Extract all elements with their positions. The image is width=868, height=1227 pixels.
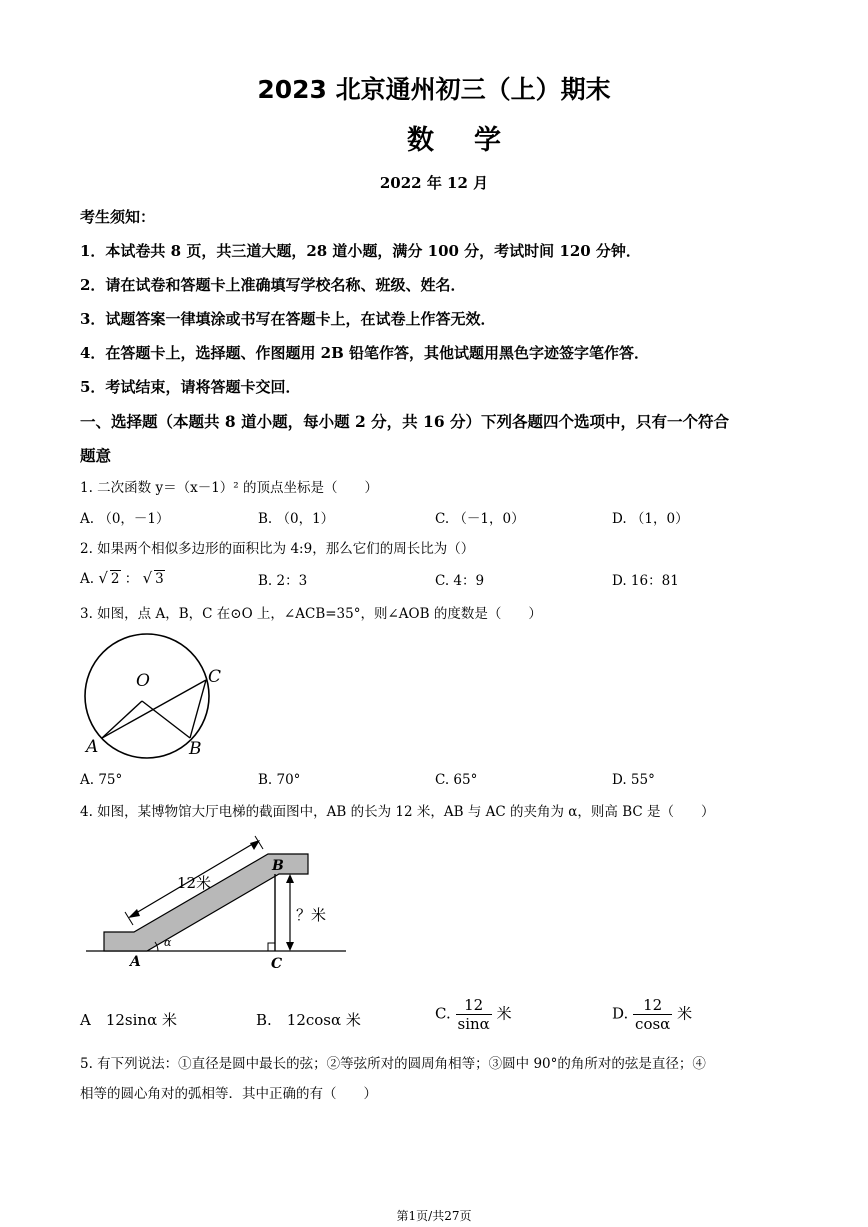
notice-heading: 考生须知： (80, 208, 156, 226)
label-b: B (189, 739, 202, 759)
section-heading-line1: 一、选择题（本题共 8 道小题，每小题 2 分，共 16 分）下列各题四个选项中，只有一个符合 (80, 412, 730, 431)
question-1-option-b: B. （0，1） (258, 511, 335, 527)
segment-ob (142, 701, 190, 738)
label-b: B (272, 858, 284, 874)
question-2-option-c: C. 4：9 (435, 573, 485, 589)
fraction-denominator: cosα (635, 1015, 671, 1033)
fraction-denominator: sinα (457, 1015, 490, 1033)
notice-item-4: 4．在答题卡上，选择题、作图题用 2B 铅笔作答，其他试题用黑色字迹签字笔作答． (80, 344, 650, 362)
notice-item-5: 5．考试结束，请将答题卡交回． (80, 378, 301, 396)
question-2-option-a-prefix: A. (80, 571, 95, 587)
fraction (456, 996, 492, 1033)
arrow-up-icon (286, 874, 294, 883)
circle-figure (78, 630, 238, 760)
notice-item-2: 2．请在试卷和答题卡上准确填写学校名称、班级、姓名． (80, 276, 466, 294)
option-c-prefix: C. (435, 1004, 451, 1023)
question-4-option-c (435, 996, 512, 1033)
exam-date: 2022 年 12 月 (379, 174, 489, 192)
fraction (633, 996, 672, 1033)
radicand-2: 3 (155, 571, 164, 587)
sqrt-icon: √ (98, 569, 108, 587)
option-d-unit: 米 (677, 1004, 693, 1023)
question-1-option-c: C. （－1，0） (435, 511, 525, 527)
question-4-option-a: A 12sinα 米 (80, 1011, 177, 1029)
escalator-figure (84, 832, 364, 972)
option-c-unit: 米 (496, 1004, 512, 1023)
label-length: 12米 (177, 874, 212, 892)
arrow-down-icon (286, 942, 294, 951)
label-a: A (86, 737, 99, 757)
question-4-option-d (612, 996, 692, 1033)
tick-mark (125, 912, 133, 925)
question-3-option-b: B. 70° (258, 772, 301, 788)
question-3-stem: 3. 如图，点 A，B，C 在⊙O 上，∠ACB=35°，则∠AOB 的度数是（ ） (80, 606, 542, 622)
ratio-separator: ： (124, 571, 139, 587)
right-angle-mark (268, 943, 275, 951)
label-c: C (271, 956, 283, 972)
question-4-option-b: B. 12cosα 米 (256, 1011, 361, 1029)
page-number: 第1页/共27页 (396, 1209, 472, 1223)
question-1-stem: 1. 二次函数 y＝（x－1）² 的顶点坐标是（ ） (80, 480, 378, 496)
label-a: A (130, 954, 141, 970)
question-1-option-d: D. （1，0） (612, 511, 689, 527)
radicand-1: 2 (110, 571, 120, 587)
fraction-numerator: 12 (633, 996, 672, 1015)
exam-title: 2023 北京通州初三（上）期末 (257, 75, 611, 104)
segment-ac (102, 680, 206, 738)
label-o: O (136, 671, 150, 691)
notice-item-1: 1．本试卷共 8 页，共三道大题，28 道小题，满分 100 分，考试时间 120 分钟． (80, 242, 641, 260)
option-d-prefix: D. (612, 1004, 629, 1023)
question-2-option-a (80, 567, 165, 587)
question-4-stem: 4. 如图，某博物馆大厅电梯的截面图中，AB 的长为 12 米，AB 与 AC 的夹角为 α，则高 BC 是（ ） (80, 804, 715, 820)
label-height: ？米 (296, 906, 327, 924)
section-heading-line2: 题意 (80, 446, 112, 465)
label-c: C (208, 667, 222, 687)
label-alpha: α (164, 936, 172, 949)
question-2-option-b: B. 2：3 (258, 573, 308, 589)
question-2-stem: 2. 如果两个相似多边形的面积比为 4:9，那么它们的周长比为（） (80, 541, 475, 557)
arrow-left-icon (128, 909, 140, 918)
segment-cb (190, 680, 206, 738)
sqrt-icon: √ (142, 569, 153, 587)
subject-title: 数学 (407, 125, 541, 156)
question-5-line1: 5. 有下列说法：①直径是圆中最长的弦；②等弦所对的圆周角相等；③圆中 90°的角所对的弦是直径；④ (80, 1056, 706, 1072)
question-3-option-d: D. 55° (612, 772, 655, 788)
question-5-line2: 相等的圆心角对的弧相等．其中正确的有（ ） (80, 1086, 377, 1102)
question-3-option-c: C. 65° (435, 772, 478, 788)
notice-item-3: 3．试题答案一律填涂或书写在答题卡上，在试卷上作答无效． (80, 310, 496, 328)
fraction-numerator: 12 (456, 996, 492, 1015)
question-3-option-a: A. 75° (80, 772, 123, 788)
question-2-option-d: D. 16：81 (612, 573, 679, 589)
question-1-option-a: A. （0，－1） (80, 511, 170, 527)
